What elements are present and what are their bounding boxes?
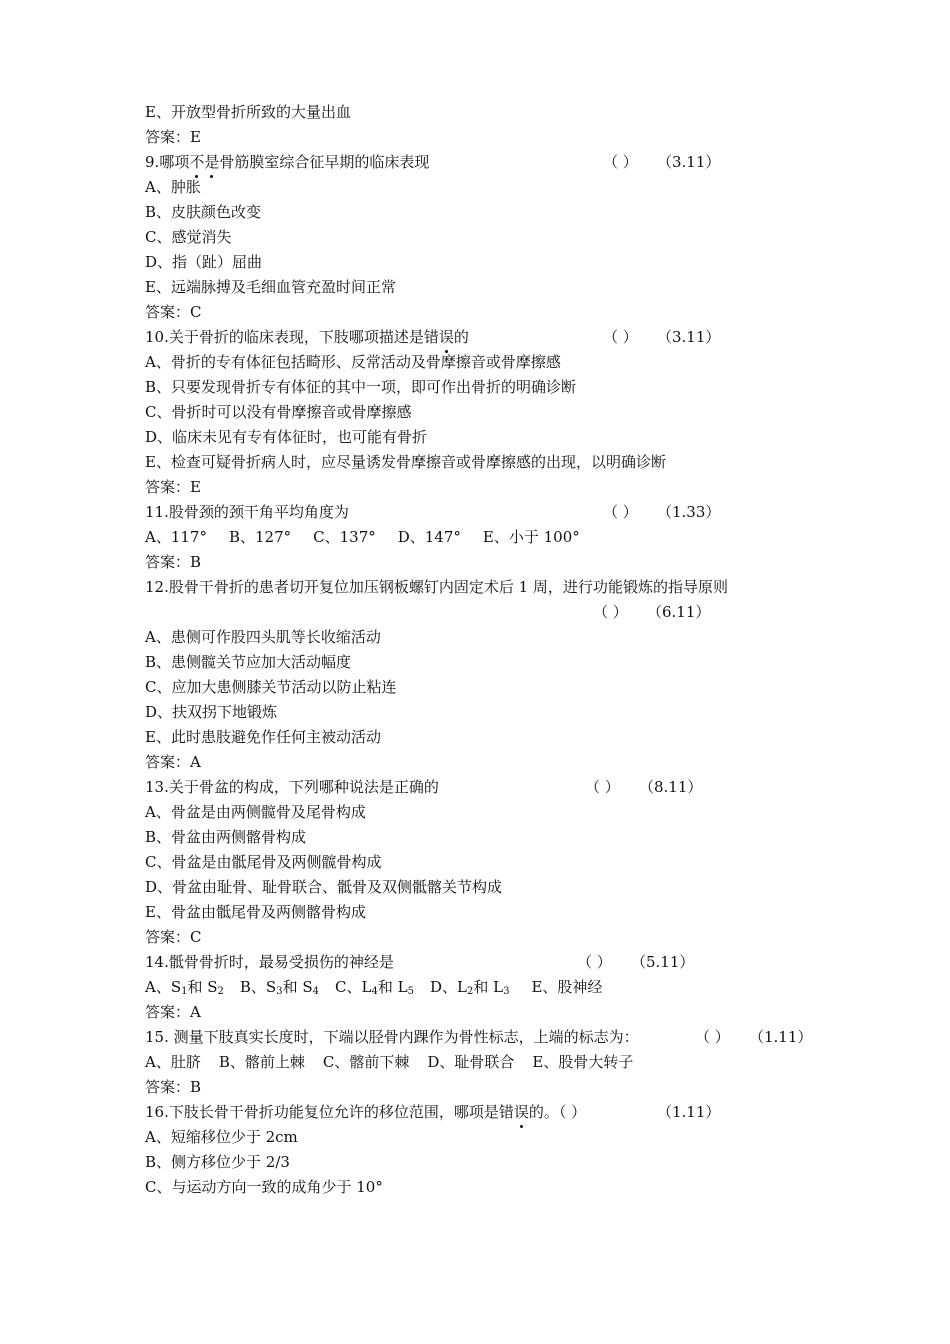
q14-option-e: E、股神经 <box>531 978 603 996</box>
q14-option-c-sub2: 5 <box>407 986 414 997</box>
q11-option-a: A、117° <box>145 528 207 546</box>
q14-options <box>145 975 825 1000</box>
q12-answer: 答案：A <box>145 753 201 771</box>
q12-option-a: A、患侧可作股四头肌等长收缩活动 <box>145 628 381 646</box>
q10-bracket: （ ） <box>603 328 638 346</box>
q12-option-b: B、患侧髋关节应加大活动幅度 <box>145 653 352 671</box>
q9-text-post: 骨筋膜室综合征早期的临床表现 <box>219 153 430 171</box>
q10-emphasis: 误 <box>439 325 454 350</box>
q10-option-a: A、骨折的专有体征包括畸形、反常活动及骨摩擦音或骨摩擦感 <box>145 353 561 371</box>
q14-option-b-sub1: 3 <box>276 986 283 997</box>
q11-bracket: （ ） <box>603 503 638 521</box>
q8-option-e: E、开放型骨折所致的大量出血 <box>145 103 351 121</box>
q11-option-d: D、147° <box>397 528 461 546</box>
q11-text: 11.股骨颈的颈干角平均角度为 <box>145 503 349 521</box>
q9-score: （3.11） <box>657 153 721 171</box>
q11-options <box>145 525 825 550</box>
q10-title <box>145 325 825 350</box>
q14-option-c-mid: 和 L <box>377 978 408 996</box>
q14-option-c-text: C、L <box>335 978 372 996</box>
q12-option-e: E、此时患肢避免作任何主被动活动 <box>145 728 381 746</box>
q12-title: 12.股骨干骨折的患者切开复位加压钢板螺钉内固定术后 1 周，进行功能锻炼的指导原则 <box>145 578 728 596</box>
q12-option-d: D、扶双拐下地锻炼 <box>145 703 278 721</box>
q10-option-e: E、检查可疑骨折病人时，应尽量诱发骨摩擦音或骨摩擦感的出现，以明确诊断 <box>145 453 666 471</box>
q11-answer: 答案：B <box>145 553 202 571</box>
q14-option-d <box>430 978 509 996</box>
q10-number: 10. <box>145 328 169 346</box>
q14-title <box>145 950 825 975</box>
q9-emphasis-1: 不 <box>189 150 204 175</box>
q14-option-d-text: D、L <box>429 978 467 996</box>
q14-answer: 答案：A <box>145 1003 201 1021</box>
q15-title <box>145 1025 825 1050</box>
q13-option-b: B、骨盆由两侧髂骨构成 <box>145 828 307 846</box>
q8-answer: 答案：E <box>145 128 201 146</box>
q15-answer: 答案：B <box>145 1078 202 1096</box>
q11-option-e: E、小于 100° <box>482 528 580 546</box>
q14-option-b-text: B、S <box>239 978 277 996</box>
q13-title <box>145 775 825 800</box>
q9-option-c: C、感觉消失 <box>145 228 232 246</box>
q11-option-c: C、137° <box>313 528 376 546</box>
q15-text: 15. 测量下肢真实长度时，下端以胫骨内踝作为骨性标志，上端的标志为： <box>145 1028 639 1046</box>
q14-text: 14.骶骨骨折时，最易受损伤的神经是 <box>145 953 394 971</box>
q15-option-b: B、髂前上棘 <box>218 1053 305 1071</box>
q10-text-post: 的 <box>453 328 469 346</box>
q14-score: （5.11） <box>631 953 695 971</box>
q14-option-d-mid: 和 L <box>473 978 504 996</box>
q12-score: （6.11） <box>647 603 711 621</box>
q14-option-c <box>335 978 414 996</box>
q14-option-a-sub1: 1 <box>181 986 188 997</box>
q13-option-d: D、骨盆由耻骨、耻骨联合、骶骨及双侧骶髂关节构成 <box>145 878 503 896</box>
q13-answer: 答案：C <box>145 928 202 946</box>
q16-bracket: （ ） <box>558 1103 587 1121</box>
q14-option-d-sub2: 3 <box>503 986 510 997</box>
q14-option-b-mid: 和 S <box>282 978 313 996</box>
q15-option-a: A、肚脐 <box>145 1053 201 1071</box>
q9-text-pre: 哪项 <box>159 153 190 171</box>
q9-option-b: B、皮肤颜色改变 <box>145 203 262 221</box>
q16-option-b: B、侧方移位少于 2/3 <box>145 1153 290 1171</box>
q14-option-a <box>145 978 224 996</box>
q9-option-d: D、指（趾）屈曲 <box>145 253 263 271</box>
q13-score: （8.11） <box>639 778 703 796</box>
q10-score: （3.11） <box>657 328 721 346</box>
q16-title <box>145 1100 825 1125</box>
q9-option-e: E、远端脉搏及毛细血管充盈时间正常 <box>145 278 396 296</box>
q16-score: （1.11） <box>657 1103 721 1121</box>
q16-text-post: 的。 <box>528 1103 559 1121</box>
q9-bracket: （ ） <box>603 153 638 171</box>
q10-answer: 答案：E <box>145 478 201 496</box>
q15-options <box>145 1050 825 1075</box>
q16-text-pre: 16.下肢长骨干骨折功能复位允许的移位范围，哪项是错 <box>145 1103 514 1121</box>
q16-option-a: A、短缩移位少于 2cm <box>145 1128 298 1146</box>
q10-option-d: D、临床未见有专有体征时，也可能有骨折 <box>145 428 428 446</box>
q12-option-c: C、应加大患侧膝关节活动以防止粘连 <box>145 678 397 696</box>
q15-bracket: （ ） <box>695 1028 730 1046</box>
q14-option-a-mid: 和 S <box>187 978 218 996</box>
q14-option-b-sub2: 4 <box>312 986 320 997</box>
q12-bracket: （ ） <box>593 603 628 621</box>
q14-option-b <box>240 978 319 996</box>
q9-answer: 答案：C <box>145 303 202 321</box>
q15-score: （1.11） <box>749 1028 813 1046</box>
q15-option-c: C、髂前下棘 <box>322 1053 410 1071</box>
q9-title <box>145 150 825 175</box>
q14-bracket: （ ） <box>577 953 612 971</box>
q9-number: 9. <box>145 153 160 171</box>
q16-emphasis: 误 <box>514 1100 529 1125</box>
q13-option-e: E、骨盆由骶尾骨及两侧髂骨构成 <box>145 903 366 921</box>
q13-option-c: C、骨盆是由骶尾骨及两侧髋骨构成 <box>145 853 382 871</box>
q14-option-a-text: A、S <box>145 978 182 996</box>
q15-option-d: D、耻骨联合 <box>427 1053 515 1071</box>
q13-option-a: A、骨盆是由两侧髋骨及尾骨构成 <box>145 803 366 821</box>
q10-option-b: B、只要发现骨折专有体征的其中一项，即可作出骨折的明确诊断 <box>145 378 577 396</box>
q10-text-pre: 关于骨折的临床表现，下肢哪项描述是错 <box>168 328 439 346</box>
q16-option-c: C、与运动方向一致的成角少于 10° <box>145 1178 383 1196</box>
document-page <box>145 100 825 1200</box>
q10-option-c: C、骨折时可以没有骨摩擦音或骨摩擦感 <box>145 403 412 421</box>
q13-bracket: （ ） <box>585 778 620 796</box>
q12-meta-line <box>145 600 825 625</box>
q11-title <box>145 500 825 525</box>
q14-option-a-sub2: 2 <box>217 986 224 997</box>
q9-option-a: A、肿胀 <box>145 178 201 196</box>
q9-emphasis-2: 是 <box>204 150 219 175</box>
q11-score: （1.33） <box>657 503 721 521</box>
q11-option-b: B、127° <box>228 528 292 546</box>
q14-option-c-sub1: 4 <box>371 986 378 997</box>
q13-text: 13.关于骨盆的构成，下列哪种说法是正确的 <box>145 778 439 796</box>
q14-option-d-sub1: 2 <box>466 986 474 997</box>
q15-option-e: E、股骨大转子 <box>532 1053 634 1071</box>
